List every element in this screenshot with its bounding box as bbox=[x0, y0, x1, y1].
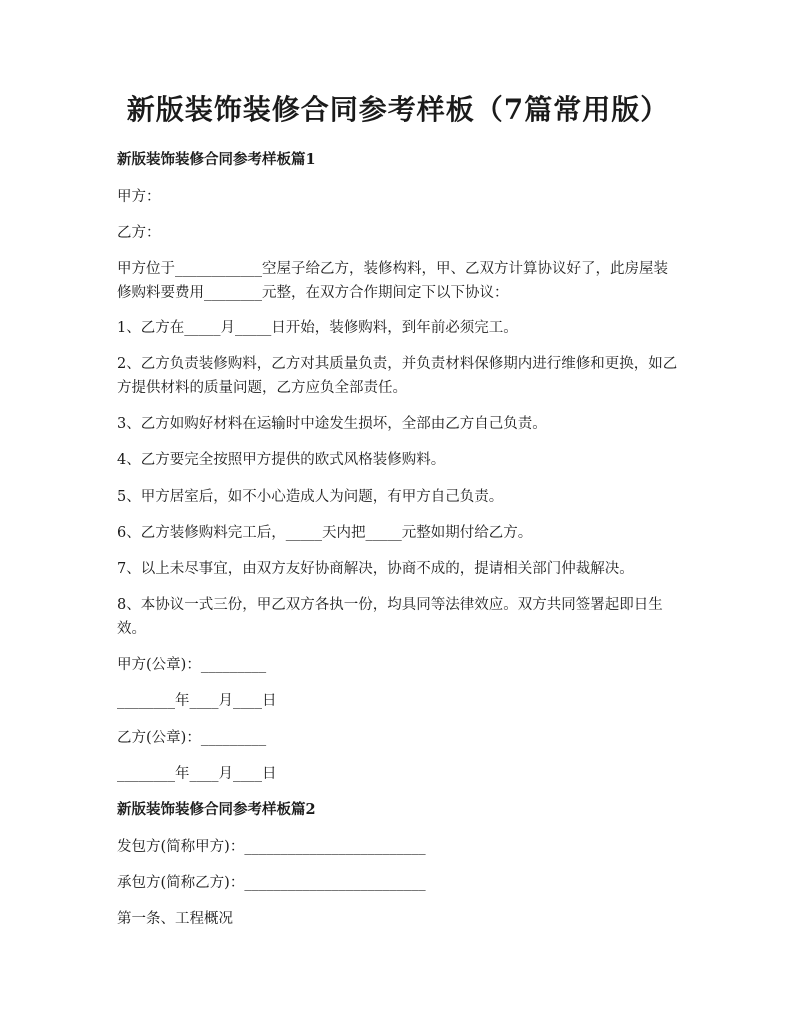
clause-4: 4、乙方要完全按照甲方提供的欧式风格装修购料。 bbox=[117, 452, 446, 468]
article1-heading: 第一条、工程概况 bbox=[117, 911, 233, 927]
party-b-label: 乙方： bbox=[117, 225, 161, 241]
section1-heading: 新版装饰装修合同参考样板篇1 bbox=[117, 151, 316, 168]
clause-2: 2、乙方负责装修购料，乙方对其质量负责，并负责材料保修期内进行维修和更换，如乙方提供材料的质量问题，乙方应负全部责任。 bbox=[117, 356, 678, 396]
party-a-label: 甲方： bbox=[117, 189, 161, 205]
party-a-date: ________年____月____日 bbox=[117, 693, 277, 709]
clause-6: 6、乙方装修购料完工后，_____天内把_____元整如期付给乙方。 bbox=[117, 525, 533, 541]
intro-paragraph: 甲方位于____________空屋子给乙方，装修构料，甲、乙双方计算协议好了，此房屋装修购料要费用________元整，在双方合作期间定下以下协议： bbox=[117, 261, 668, 301]
party-b-date: ________年____月____日 bbox=[117, 766, 277, 782]
employer-line: 发包方(简称甲方)：_________________________ bbox=[117, 839, 426, 855]
clause-5: 5、甲方居室后，如不小心造成人为问题，有甲方自己负责。 bbox=[117, 489, 504, 505]
clause-7: 7、以上未尽事宜，由双方友好协商解决，协商不成的，提请相关部门仲裁解决。 bbox=[117, 561, 634, 577]
party-a-seal: 甲方(公章)：_________ bbox=[117, 657, 267, 673]
contractor-line: 承包方(简称乙方)：_________________________ bbox=[117, 875, 426, 891]
clause-1: 1、乙方在_____月_____日开始，装修购料，到年前必须完工。 bbox=[117, 320, 518, 336]
party-b-seal: 乙方(公章)：_________ bbox=[117, 730, 267, 746]
document-title: 新版装饰装修合同参考样板（7篇常用版） bbox=[126, 93, 670, 126]
clause-3: 3、乙方如购好材料在运输时中途发生损坏，全部由乙方自己负责。 bbox=[117, 416, 547, 432]
clause-8: 8、本协议一式三份，甲乙双方各执一份，均具同等法律效应。双方共同签署起即日生效。 bbox=[117, 597, 663, 637]
section2-heading: 新版装饰装修合同参考样板篇2 bbox=[117, 801, 316, 818]
